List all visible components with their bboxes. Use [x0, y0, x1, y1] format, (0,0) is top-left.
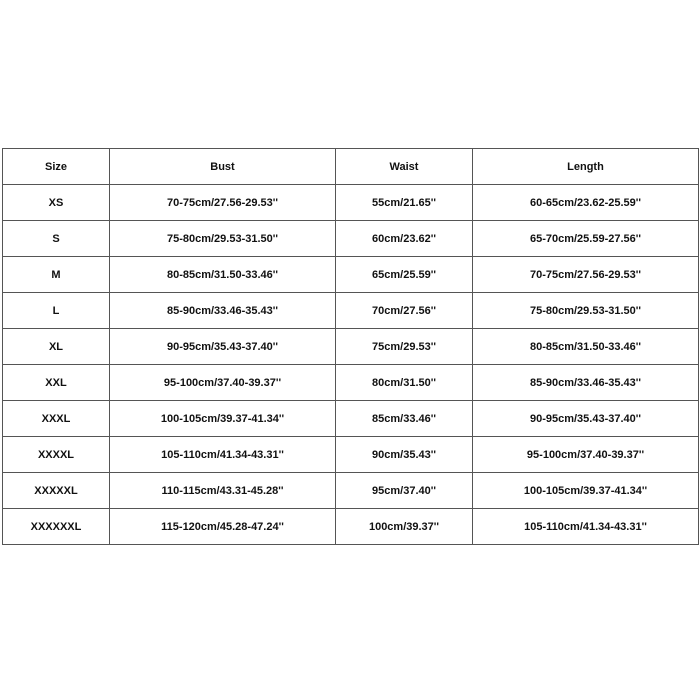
waist-cell: 75cm/29.53'' — [336, 329, 473, 365]
length-cell: 65-70cm/25.59-27.56'' — [473, 221, 699, 257]
bust-cell: 85-90cm/33.46-35.43'' — [110, 293, 336, 329]
waist-cell: 70cm/27.56'' — [336, 293, 473, 329]
waist-cell: 100cm/39.37'' — [336, 509, 473, 545]
table-row — [3, 293, 699, 329]
header-bust: Bust — [110, 149, 336, 185]
size-cell: XL — [3, 329, 110, 365]
table-row — [3, 221, 699, 257]
size-chart-header — [3, 149, 699, 185]
length-cell: 75-80cm/29.53-31.50'' — [473, 293, 699, 329]
length-cell: 105-110cm/41.34-43.31'' — [473, 509, 699, 545]
length-cell: 80-85cm/31.50-33.46'' — [473, 329, 699, 365]
waist-cell: 65cm/25.59'' — [336, 257, 473, 293]
length-cell: 70-75cm/27.56-29.53'' — [473, 257, 699, 293]
size-cell: L — [3, 293, 110, 329]
bust-cell: 70-75cm/27.56-29.53'' — [110, 185, 336, 221]
length-cell: 90-95cm/35.43-37.40'' — [473, 401, 699, 437]
header-length: Length — [473, 149, 699, 185]
size-chart-table — [2, 148, 699, 545]
length-cell: 60-65cm/23.62-25.59'' — [473, 185, 699, 221]
bust-cell: 75-80cm/29.53-31.50'' — [110, 221, 336, 257]
bust-cell: 115-120cm/45.28-47.24'' — [110, 509, 336, 545]
header-size: Size — [3, 149, 110, 185]
bust-cell: 100-105cm/39.37-41.34'' — [110, 401, 336, 437]
length-cell: 100-105cm/39.37-41.34'' — [473, 473, 699, 509]
size-cell: XXXXL — [3, 437, 110, 473]
bust-cell: 90-95cm/35.43-37.40'' — [110, 329, 336, 365]
waist-cell: 55cm/21.65'' — [336, 185, 473, 221]
table-row — [3, 365, 699, 401]
size-cell: XS — [3, 185, 110, 221]
length-cell: 95-100cm/37.40-39.37'' — [473, 437, 699, 473]
table-row — [3, 185, 699, 221]
header-row — [3, 149, 699, 185]
table-row — [3, 401, 699, 437]
waist-cell: 95cm/37.40'' — [336, 473, 473, 509]
waist-cell: 80cm/31.50'' — [336, 365, 473, 401]
size-cell: M — [3, 257, 110, 293]
size-cell: XXXL — [3, 401, 110, 437]
header-waist: Waist — [336, 149, 473, 185]
size-cell: XXXXXXL — [3, 509, 110, 545]
table-row — [3, 437, 699, 473]
size-chart-body — [3, 185, 699, 545]
bust-cell: 80-85cm/31.50-33.46'' — [110, 257, 336, 293]
table-row — [3, 473, 699, 509]
length-cell: 85-90cm/33.46-35.43'' — [473, 365, 699, 401]
size-cell: XXL — [3, 365, 110, 401]
bust-cell: 110-115cm/43.31-45.28'' — [110, 473, 336, 509]
size-cell: XXXXXL — [3, 473, 110, 509]
table-row — [3, 257, 699, 293]
size-cell: S — [3, 221, 110, 257]
waist-cell: 85cm/33.46'' — [336, 401, 473, 437]
waist-cell: 90cm/35.43'' — [336, 437, 473, 473]
bust-cell: 95-100cm/37.40-39.37'' — [110, 365, 336, 401]
waist-cell: 60cm/23.62'' — [336, 221, 473, 257]
bust-cell: 105-110cm/41.34-43.31'' — [110, 437, 336, 473]
table-row — [3, 509, 699, 545]
table-row — [3, 329, 699, 365]
